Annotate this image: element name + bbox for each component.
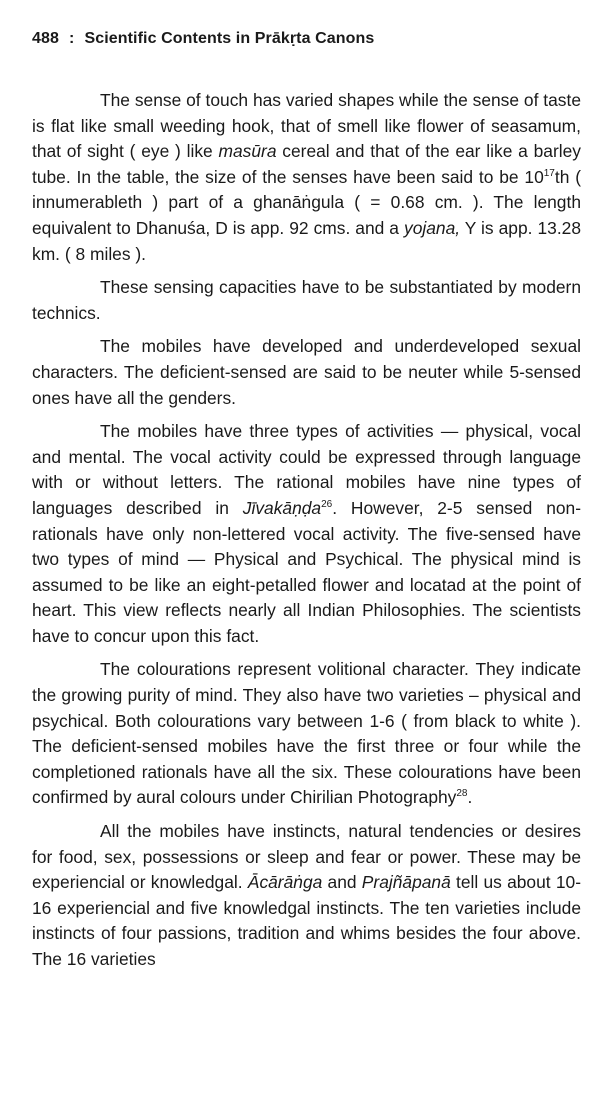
paragraph [32,334,581,411]
italic-term: Prajñāpanā [361,872,451,893]
text-run: The mobiles have developed and underdeveloped sexual characters. The deficient-sensed are said to be neuter while 5-sensed ones have all the genders. [32,336,581,408]
italic-term: masūra [218,141,277,162]
text-run: All the mobiles have instincts, natural tendencies or desires for food, sex, possessions or sleep and fear or power. These may be experiencial or knowledgal. [32,821,581,893]
italic-term: Jīvakāṇḍa [242,497,322,518]
paragraph [32,88,581,267]
page-number: 488 [32,30,59,47]
text-run: th ( innumerableth ) part of a ghanāṅgula ( = 0.68 cm. ). The length equivalent to Dhanuśa, D is app. 92 cms. and a [32,166,581,238]
footnote-ref: 17 [543,167,555,179]
running-title: Scientific Contents in Prākṛta Canons [84,30,375,47]
text-run: cereal and that of the ear like a barley tube. In the table, the size of the senses have been said to be 10 [32,141,581,187]
italic-term: yojana, [404,217,461,238]
text-run: and [322,872,362,893]
header-separator: : [69,30,75,47]
paragraph [32,657,581,811]
paragraph [32,275,581,326]
paragraph [32,419,581,649]
text-run: Y is app. 13.28 km. ( 8 miles ). [32,217,581,264]
text-run: The colourations represent volitional character. They indicate the growing purity of mind. They also have two varieties – physical and psychical. Both colourations vary between 1-6 ( from black to white ). The deficient-sensed mobiles have the first three or four while the completioned rationals have all the six. These colourations have been confirmed by aural colours under Chirilian Photography [32,659,581,808]
italic-term: Ācārāṅga [247,872,323,893]
text-run: These sensing capacities have to be substantiated by modern technics. [32,277,581,323]
footnote-ref: 26 [321,499,333,511]
body-text [32,88,581,978]
footnote-ref: 28 [456,788,468,800]
text-run: The mobiles have three types of activities — physical, vocal and mental. The vocal activity could be expressed through language with or without letters. The rational mobiles have nine types of languages described in [32,421,581,518]
text-run: . [467,787,473,808]
text-run: . However, 2-5 sensed non-rationals have only non-lettered vocal activity. The five-sensed have two types of mind — Physical and Psychical. The physical mind is assumed to be like an eight-petalled flower and locatad at the point of heart. This view reflects nearly all Indian Philosophies. The scientists have to concur upon this fact. [32,497,581,646]
text-run: tell us about 10-16 experiencial and five knowledgal instincts. The ten varieties include instincts of four passions, tradition and whims besides the four above. The 16 varieties [32,872,581,969]
text-run: The sense of touch has varied shapes while the sense of taste is flat like small weeding hook, that of smell like flower of seasamum, that of sight ( eye ) like [32,90,581,162]
paragraph [32,819,581,973]
running-header [32,30,374,48]
